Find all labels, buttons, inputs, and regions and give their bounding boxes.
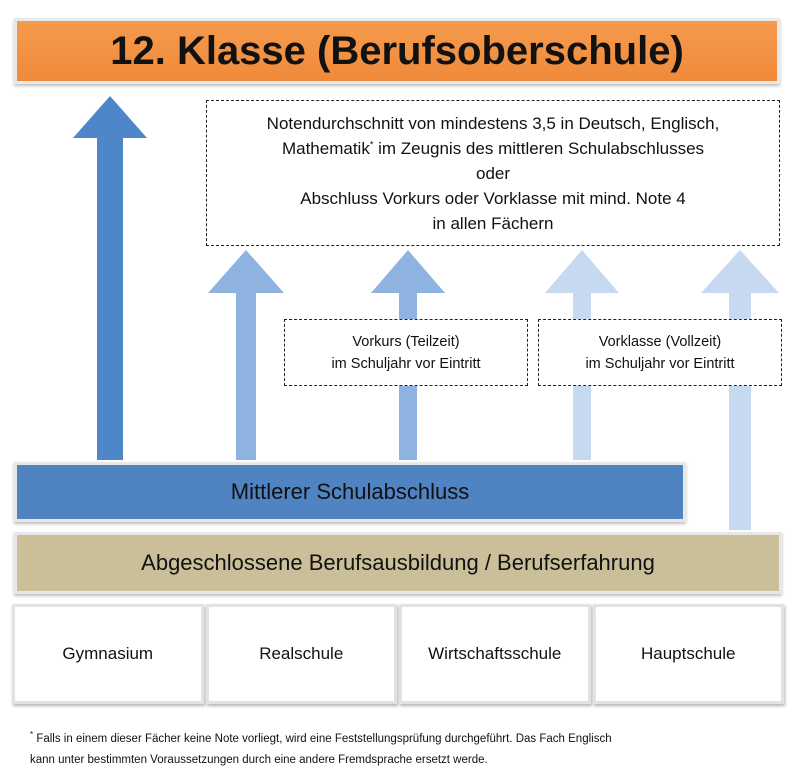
arrow-msa-to-vorklasse [573, 386, 591, 460]
arrow-vorkurs-to-requirements [371, 250, 445, 319]
arrow-msa-to-title [73, 96, 147, 460]
requirements-line-1: Notendurchschnitt von mindestens 3,5 in Deutsch, Englisch, [266, 113, 720, 133]
mittlerer-schulabschluss-bar: Mittlerer Schulabschluss [14, 462, 686, 522]
vorkurs-subtitle: im Schuljahr vor Eintritt [331, 355, 481, 372]
footnote-mark: * [30, 730, 34, 739]
arrow-beruf-to-requirements [701, 250, 779, 319]
requirements-line-3: oder [475, 163, 511, 183]
vorklasse-subtitle: im Schuljahr vor Eintritt [585, 355, 735, 372]
footnote-mark: * [369, 138, 374, 149]
school-hauptschule: Hauptschule [593, 604, 785, 704]
vorklasse-title: Vorklasse (Vollzeit) [598, 333, 722, 350]
requirements-line-2: Mathematik* im Zeugnis des mittleren Schulabschlusses [281, 138, 705, 158]
school-types-row [12, 604, 784, 704]
requirements-line-5: in allen Fächern [432, 213, 554, 233]
footnote-line-2: kann unter bestimmten Voraussetzungen durch eine andere Fremdsprache ersetzt werde. [30, 753, 488, 766]
arrow-vorklasse-to-requirements [545, 250, 619, 319]
school-gymnasium: Gymnasium [12, 604, 204, 704]
footnote [30, 724, 780, 771]
arrow-msa-to-vorkurs [399, 386, 417, 460]
vorklasse-box [538, 319, 782, 386]
school-wirtschaftsschule: Wirtschaftsschule [399, 604, 591, 704]
requirements-box [206, 100, 780, 246]
school-realschule: Realschule [206, 604, 398, 704]
vorkurs-title: Vorkurs (Teilzeit) [352, 333, 460, 350]
arrow-beruf-to-vorklasse [729, 386, 751, 530]
berufsausbildung-bar: Abgeschlossene Berufsausbildung / Berufserfahrung [14, 532, 782, 594]
footnote-line-1: * Falls in einem dieser Fächer keine Note vorliegt, wird eine Feststellungsprüfung durchgeführt. Das Fach Englisch [30, 730, 612, 745]
requirements-line-4: Abschluss Vorkurs oder Vorklasse mit mind. Note 4 [300, 188, 686, 208]
arrow-msa-to-requirements [208, 250, 284, 460]
page-title: 12. Klasse (Berufsoberschule) [14, 18, 780, 84]
vorkurs-box [284, 319, 528, 386]
